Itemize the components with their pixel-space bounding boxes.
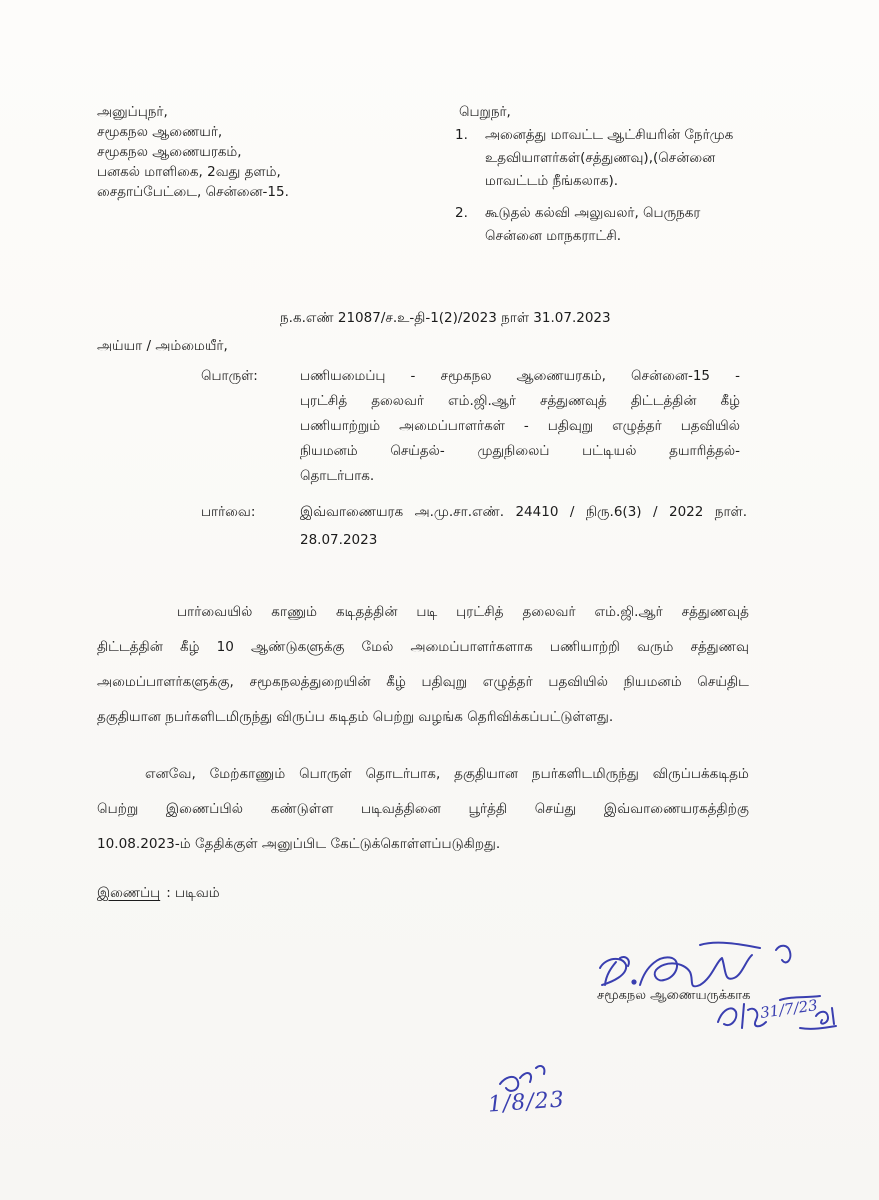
sender-line-2: சமூகநல ஆணையரகம், <box>97 144 242 160</box>
recipient-item-line: சென்னை மாநகராட்சி. <box>485 228 622 244</box>
reference-number: ந.க.எண் 21087/ச.உ-தி-1(2)/2023 நாள் 31.07.2023 <box>280 310 611 326</box>
subject-line: நியமனம் செய்தல்- முதுநிலைப் பட்டியல் தயாரித்தல்- <box>300 443 740 459</box>
enclosure-label: இணைப்பு <box>97 885 161 901</box>
sender-line-4: சைதாப்பேட்டை, சென்னை-15. <box>97 184 289 200</box>
sender-line-1: சமூகநல ஆணையர், <box>97 124 223 140</box>
paragraph-1 <box>97 602 749 727</box>
paragraph-line: அமைப்பாளர்களுக்கு, சமூகநலத்துறையின் கீழ் பதிவுறு எழுத்தர் பதவியில் நியமனம் செய்திட <box>97 674 749 690</box>
paragraph-line: தகுதியான நபர்களிடமிருந்து விருப்ப கடிதம் பெற்று வழங்க தெரிவிக்கப்பட்டுள்ளது. <box>97 709 614 725</box>
reference-line: இவ்வாணையரக அ.மு.சா.எண். 24410 / நிரு.6(3) / 2022 நாள். <box>300 504 747 520</box>
salutation: அய்யா / அம்மையீர், <box>97 338 228 354</box>
recipient-heading: பெறுநர், <box>459 104 511 120</box>
recipient-item-line: கூடுதல் கல்வி அலுவலர், பெருநகர <box>485 205 701 221</box>
sender-block <box>97 102 289 202</box>
recipient-item-number: 1. <box>455 127 468 143</box>
signature-date: 31/7/23 <box>759 996 819 1022</box>
paragraph-line: பெற்று இணைப்பில் கண்டுள்ள படிவத்தினை பூர்த்தி செய்து இவ்வாணையரகத்திற்கு <box>97 801 749 817</box>
paragraph-line: எனவே, மேற்காணும் பொருள் தொடர்பாக, தகுதியான நபர்களிடமிருந்து விருப்பக்கடிதம் <box>145 766 749 782</box>
paragraph-line: 10.08.2023-ம் தேதிக்குள் அனுப்பிட கேட்டுக்கொள்ளப்படுகிறது. <box>97 836 501 852</box>
sender-heading: அனுப்புநர், <box>97 104 168 120</box>
subject-line: பணியமைப்பு - சமூகநல ஆணையரகம், சென்னை-15 - <box>300 368 740 384</box>
subject-line: தொடர்பாக. <box>300 468 375 484</box>
enclosure-value: : படிவம் <box>166 885 220 901</box>
subject-line: புரட்சித் தலைவர் எம்.ஜி.ஆர் சத்துணவுத் திட்டத்தின் கீழ் <box>300 393 740 409</box>
paragraph-line: பார்வையில் காணும் கடிதத்தின் படி புரட்சித் தலைவர் எம்.ஜி.ஆர் சத்துணவுத் <box>177 604 749 620</box>
enclosure <box>97 883 220 903</box>
signature-designation: சமூகநல ஆணையருக்காக <box>597 988 751 1003</box>
reference-text <box>300 502 747 550</box>
recipient-item-line: மாவட்டம் நீங்கலாக). <box>485 173 619 189</box>
subject-text <box>300 366 740 486</box>
reference-line: 28.07.2023 <box>300 532 378 548</box>
paragraph-line: திட்டத்தின் கீழ் 10 ஆண்டுகளுக்கு மேல் அமைப்பாளர்களாக பணியாற்றி வரும் சத்துணவு <box>97 639 749 655</box>
subject-label: பொருள்: <box>201 368 258 384</box>
sender-line-3: பனகல் மாளிகை, 2வது தளம், <box>97 164 281 180</box>
initials-date: 1/8/23 <box>487 1087 566 1118</box>
recipient-item-number: 2. <box>455 205 468 221</box>
recipient-item-line: உதவியாளர்கள்(சத்துணவு),(சென்னை <box>485 150 716 166</box>
paragraph-2 <box>97 764 749 854</box>
reference-label: பார்வை: <box>201 504 256 520</box>
subject-line: பணியாற்றும் அமைப்பாளர்கள் - பதிவுறு எழுத்தர் பதவியில் <box>300 418 740 434</box>
recipient-item-line: அனைத்து மாவட்ட ஆட்சியரின் நேர்முக <box>485 127 734 143</box>
